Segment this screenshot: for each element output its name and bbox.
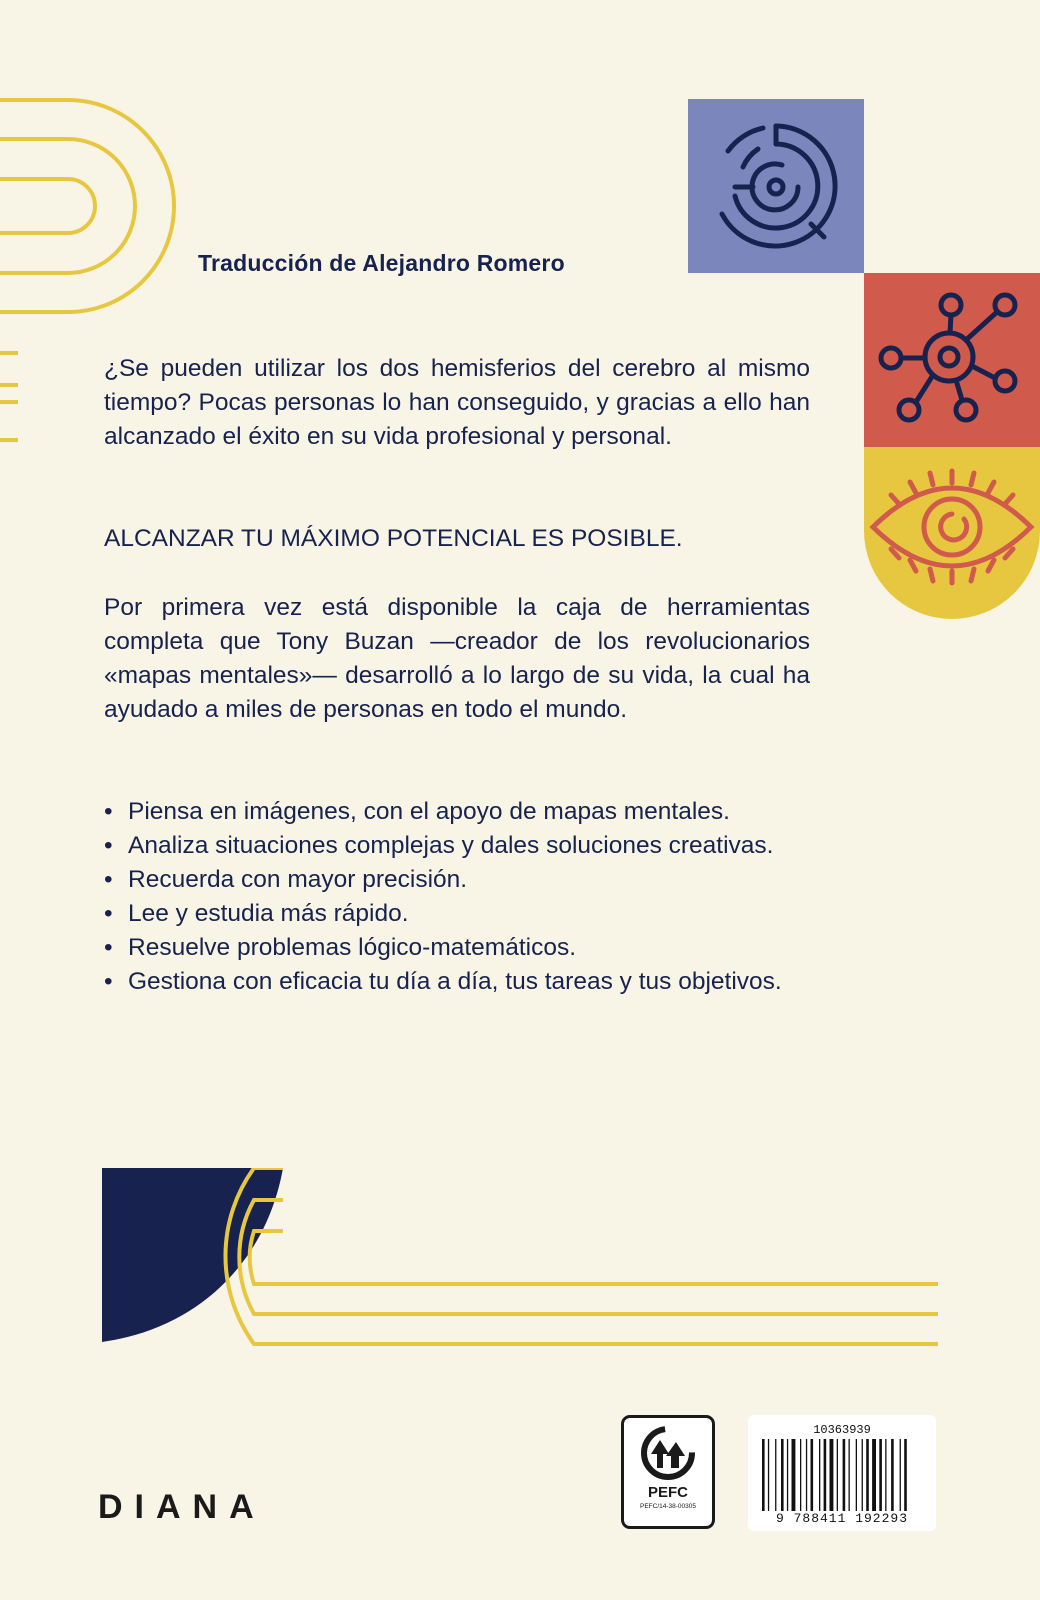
list-item-text: Resuelve problemas lógico-matemáticos. — [128, 934, 576, 961]
network-icon — [864, 273, 1040, 447]
barcode-bar — [775, 1439, 776, 1513]
bullet-dot: • — [104, 798, 113, 825]
barcode-bar — [879, 1439, 882, 1513]
publisher-logo: DIANA — [98, 1488, 266, 1526]
list-item — [104, 795, 804, 829]
barcode-bar — [872, 1439, 876, 1513]
barcode-bar — [900, 1439, 901, 1513]
bullet-dot: • — [104, 832, 113, 859]
eye-icon — [864, 447, 1040, 619]
barcode-bar — [891, 1439, 894, 1513]
barcode-bar — [819, 1439, 820, 1513]
description-paragraph: Por primera vez está disponible la caja de herramientas completa que Tony Buzan —creador de los revolucionarios «mapas mentales»— desarrolló a lo largo de su vida, la cual ha ayudado a miles de personas en todo el mundo. — [104, 594, 810, 723]
list-item — [104, 829, 804, 863]
list-item — [104, 863, 804, 897]
list-item-text: Piensa en imágenes, con el apoyo de mapas mentales. — [128, 798, 730, 825]
headline: ALCANZAR TU MÁXIMO POTENCIAL ES POSIBLE. — [104, 525, 683, 552]
list-item-text: Analiza situaciones complejas y dales soluciones creativas. — [128, 832, 774, 859]
barcode-bar — [837, 1439, 838, 1513]
barcode-bar — [768, 1439, 769, 1513]
barcode-isbn-digits: 9 788411 192293 — [754, 1511, 930, 1526]
benefits-list — [104, 795, 804, 999]
barcode-bar — [862, 1439, 863, 1513]
bullet-dot: • — [104, 866, 113, 893]
barcode-bar — [885, 1439, 886, 1513]
list-item-text: Lee y estudia más rápido. — [128, 900, 409, 927]
barcode-bar — [762, 1439, 765, 1513]
barcode-bar — [800, 1439, 801, 1513]
pefc-certification-badge — [621, 1415, 715, 1529]
translator-credit: Traducción de Alejandro Romero — [198, 250, 565, 276]
icon-column — [688, 99, 1040, 619]
barcode-bar — [824, 1439, 827, 1513]
pefc-label: PEFC — [647, 1484, 688, 1501]
list-item — [104, 931, 804, 965]
pefc-code: PEFC/14-38-00305 — [639, 1503, 696, 1510]
list-item-text: Gestiona con eficacia tu día a día, tus tareas y tus objetivos. — [128, 968, 782, 995]
bullet-dot: • — [104, 900, 113, 927]
barcode-top-number: 10363939 — [813, 1423, 871, 1437]
list-item-text: Recuerda con mayor precisión. — [128, 866, 468, 893]
barcode-bar — [781, 1439, 784, 1513]
list-item — [104, 897, 804, 931]
bullet-dot: • — [104, 934, 113, 961]
barcode-bar — [904, 1439, 907, 1513]
pefc-tree-icon — [635, 1424, 701, 1482]
barcode-bar — [787, 1439, 788, 1513]
barcode-bar — [811, 1439, 814, 1513]
bottom-arc-decoration — [102, 1168, 942, 1348]
barcode-bar — [792, 1439, 796, 1513]
barcode — [748, 1415, 936, 1531]
barcode-bar — [830, 1439, 834, 1513]
barcode-bar — [856, 1439, 857, 1513]
maze-icon — [688, 99, 864, 273]
barcode-bar — [849, 1439, 850, 1513]
bullet-dot: • — [104, 968, 113, 995]
barcode-bar — [843, 1439, 846, 1513]
intro-paragraph: ¿Se pueden utilizar los dos hemisferios del cerebro al mismo tiempo? Pocas personas lo han conseguido, y gracias a ello han alcanzado el éxito en su vida profesional y personal. — [104, 355, 810, 450]
barcode-bar — [806, 1439, 807, 1513]
barcode-bar — [866, 1439, 869, 1513]
list-item — [104, 965, 804, 999]
